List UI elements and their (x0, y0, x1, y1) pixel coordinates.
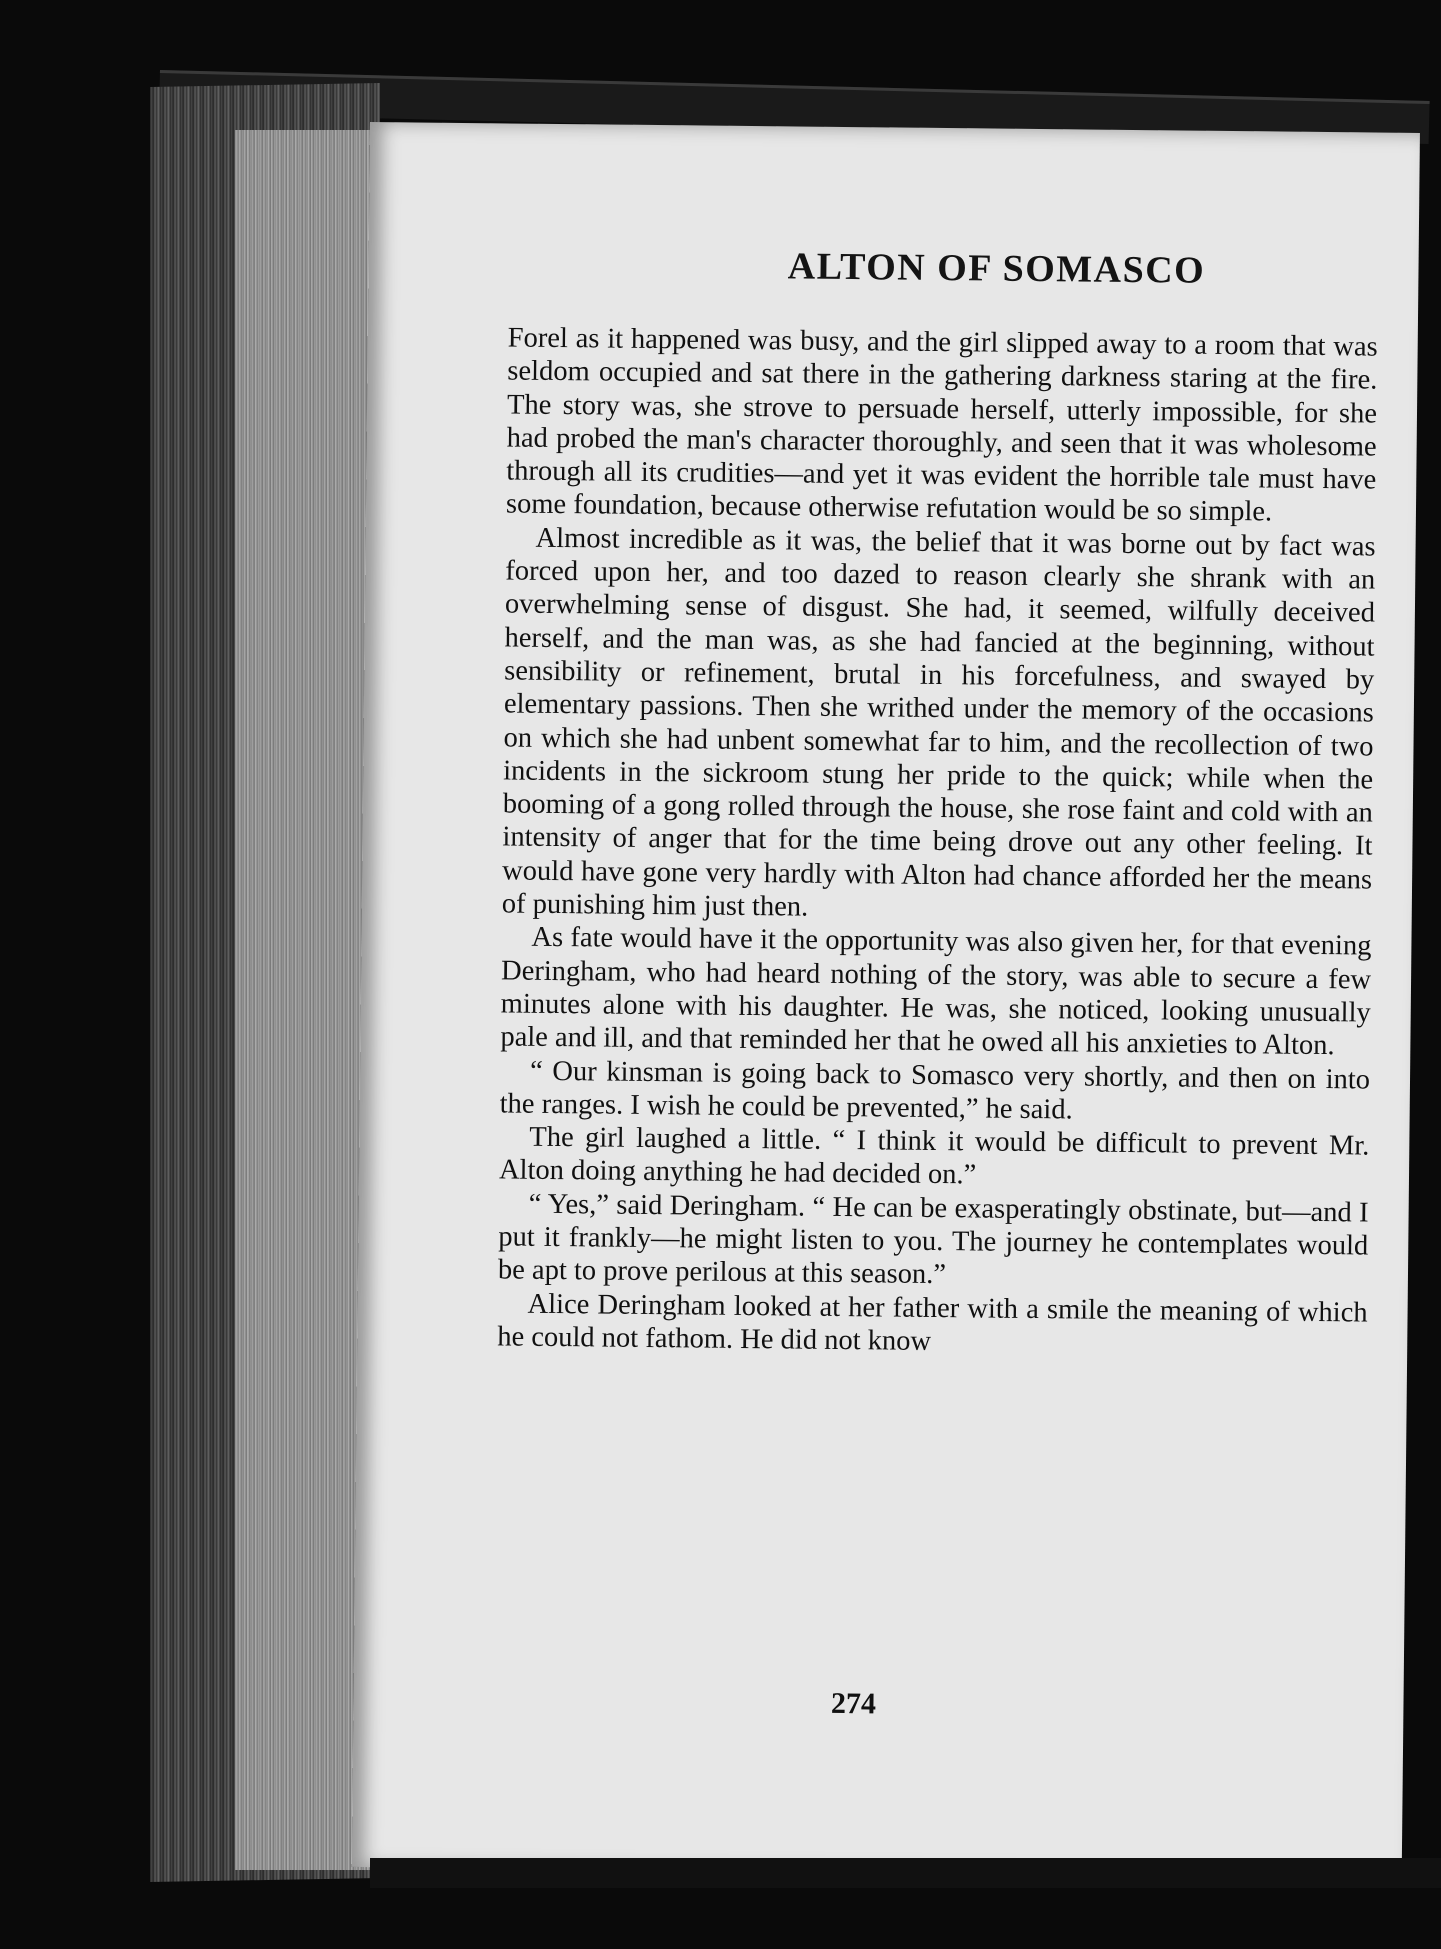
body-text (497, 321, 1378, 1362)
running-title: ALTON OF SOMASCO (787, 245, 1206, 292)
paragraph: “ Yes,” said Deringham. “ He can be exasperatingly obstinate, but—and I put it frankly—he might listen to you. The journey he contemplates would be apt to prove perilous at this season.” (497, 1188, 1369, 1291)
book-bottom-shadow (370, 1858, 1441, 1888)
paragraph: As fate would have it the opportunity was also given her, for that evening Deringham, who had heard nothing of the story, was able to secure a few minutes alone with his daughter. He was, she noticed, looking unusually pale and ill, and that reminded her that he owed all his anxieties to Alton. (500, 922, 1372, 1062)
page-number: 274 (830, 1686, 877, 1721)
paragraph: Alice Deringham looked at her father with a smile the meaning of which he could not fathom. He did not know (497, 1288, 1368, 1357)
paragraph: Almost incredible as it was, the belief that it was borne out by fact was forced upon her, and too dazed to reason clearly she shrank with an overwhelming sense of disgust. She had, it seemed, wilfully deceived herself, and the man was, as she had fancied at the beginning, without sensibility or refinement, brutal in his forcefulness, and swayed by elementary passions. Then she writhed under the memory of the occasions on which she had unbent somewhat far to him, and the recollection of two incidents in the sickroom stung her pride to the quick; while when the booming of a gong rolled through the house, she rose faint and cold with an intensity of anger that for the time being drove out any other feeling. It would have gone very hardly with Alton had chance afforded her the means of punishing him just then. (501, 522, 1376, 923)
paragraph: The girl laughed a little. “ I think it would be difficult to prevent Mr. Alton doing anything he had decided on.” (498, 1121, 1370, 1191)
book-page (352, 122, 1420, 1878)
paragraph: “ Our kinsman is going back to Somasco very shortly, and then on into the ranges. I wish he could be prevented,” he said. (499, 1055, 1371, 1126)
paragraph: Forel as it happened was busy, and the girl slipped away to a room that was seldom occupied and sat there in the gathering darkness staring at the fire. The story was, she strove to persuade herself, utterly impossible, for she had probed the man's character thoroughly, and seen that it was wholesome through all its crudities—and yet it was evident the horrible tale must have some foundation, because otherwise refutation would be so simple. (505, 322, 1378, 528)
